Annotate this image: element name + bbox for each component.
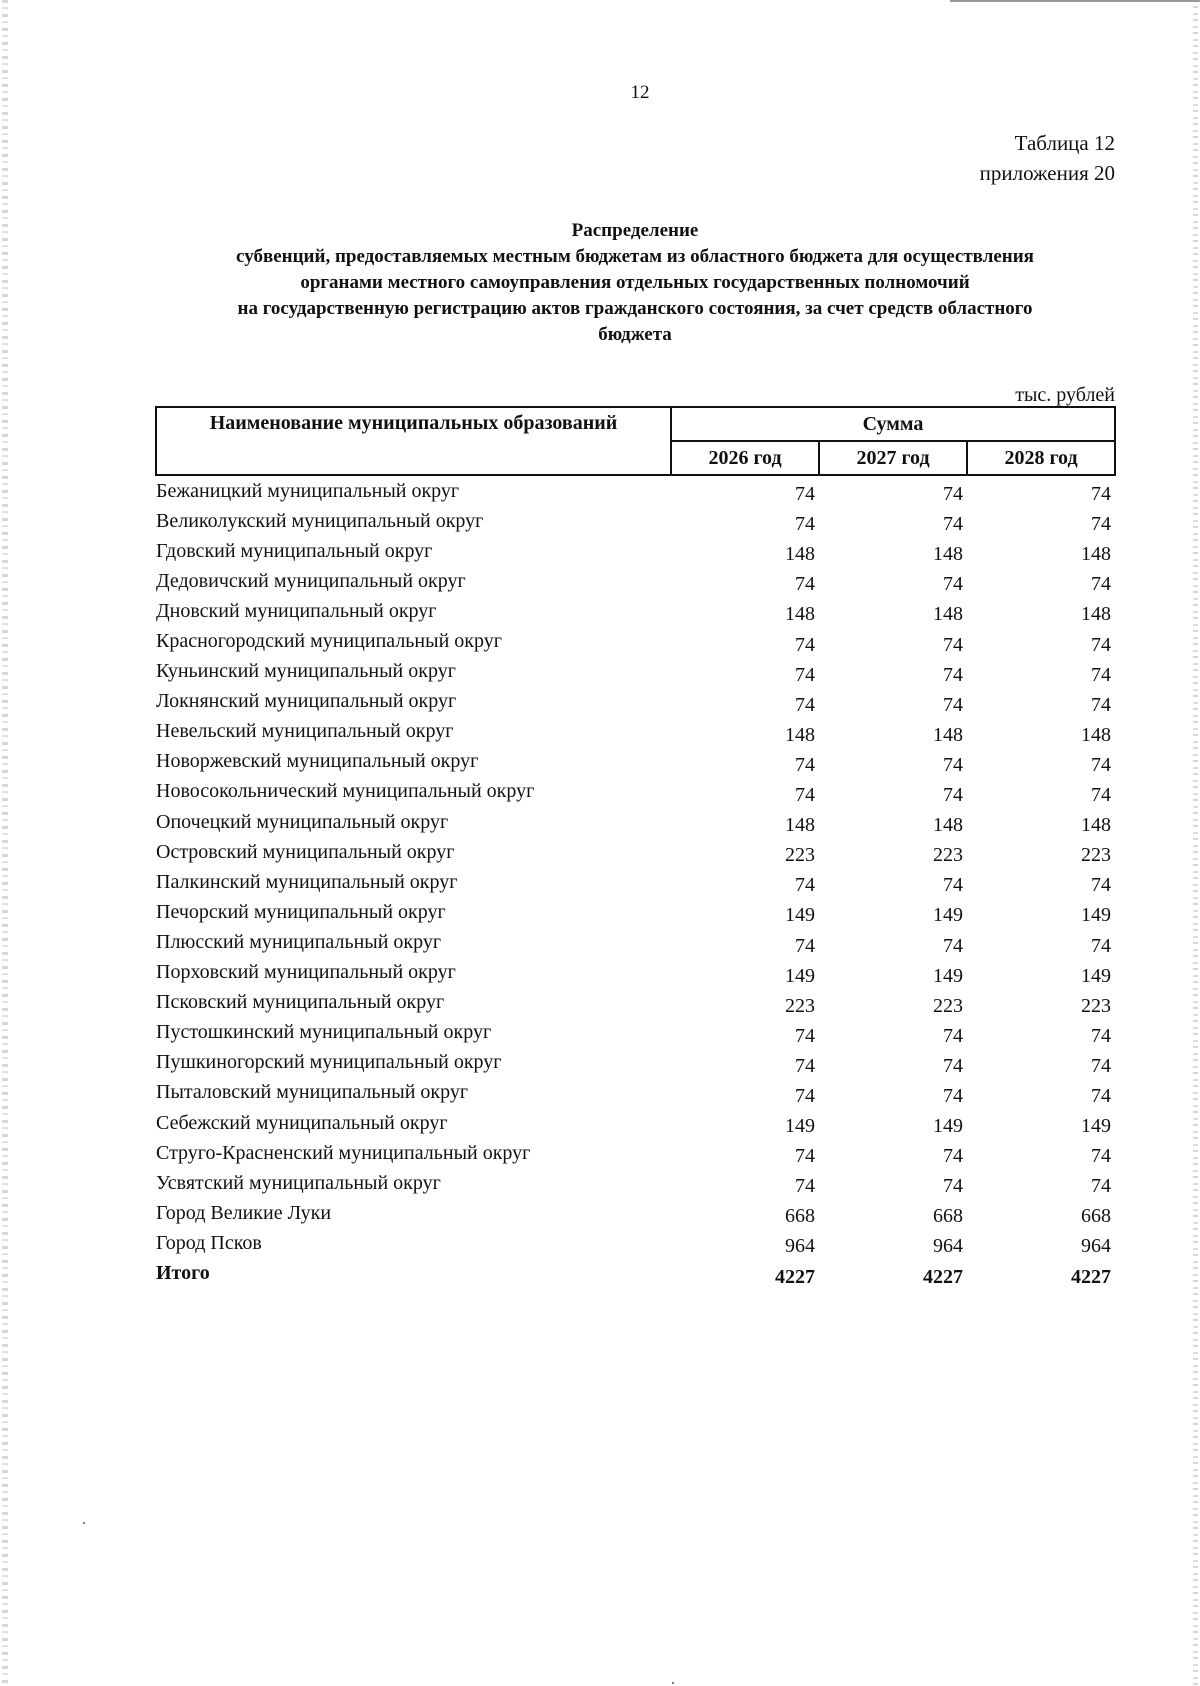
table-row [156,626,1115,656]
value-2028: 668 [1081,1205,1112,1228]
value-2027: 74 [943,663,963,686]
value-2026: 149 [785,964,815,987]
value-2028: 74 [1091,483,1112,506]
table-row [156,1048,1115,1078]
municipality-name: Псковский муниципальный округ [156,991,445,1014]
municipality-name: Дедовичский муниципальный округ [156,569,466,592]
municipality-name: Город Великие Луки [156,1201,332,1224]
value-2028: 74 [1091,1054,1112,1077]
value-2026: 223 [785,994,815,1017]
value-2026: 74 [795,633,815,656]
value-2026: 74 [795,693,815,716]
municipality-name: Пушкиногорский муниципальный округ [156,1051,502,1074]
value-2028: 148 [1081,543,1112,566]
value-2028: 223 [1081,994,1112,1017]
value-2027: 149 [933,904,963,927]
title-line4: на государственную регистрацию актов гражданского состояния, за счет средств областного [237,298,1033,319]
table-ref-line1: Таблица 12 [1014,131,1115,155]
total-value-2027: 4227 [923,1265,963,1288]
value-2027: 148 [933,814,963,837]
table-row [156,1138,1115,1168]
value-2027: 74 [943,1145,963,1168]
table-row [156,807,1115,837]
value-2027: 74 [943,784,963,807]
municipality-name: Красногородский муниципальный округ [156,630,502,653]
value-2028: 74 [1091,1145,1112,1168]
municipality-name: Куньинский муниципальный округ [156,660,456,683]
value-2028: 74 [1091,753,1112,776]
value-2027: 148 [933,723,963,746]
value-2026: 74 [795,874,815,897]
value-2027: 148 [933,603,963,626]
municipality-name: Великолукский муниципальный округ [156,509,484,532]
table-row [156,837,1115,867]
value-2026: 148 [785,814,815,837]
table-row [156,958,1115,988]
municipality-name: Опочецкий муниципальный округ [156,810,449,833]
page-number: 12 [630,82,650,103]
value-2026: 74 [795,934,815,957]
value-2026: 74 [795,1175,815,1198]
value-2028: 74 [1091,874,1112,897]
table-reference [980,128,1115,188]
table-row [156,897,1115,927]
header-name: Наименование муниципальных образований [156,407,671,475]
value-2027: 74 [943,633,963,656]
value-2026: 149 [785,1115,815,1138]
total-value-2028: 4227 [1071,1265,1112,1288]
municipality-name: Усвятский муниципальный округ [156,1171,441,1194]
municipality-name: Порховский муниципальный округ [156,961,456,984]
municipality-name: Город Псков [156,1231,262,1254]
value-2027: 74 [943,1175,963,1198]
municipality-name: Бежаницкий муниципальный округ [156,479,460,502]
title-line5: бюджета [598,324,672,345]
table-row [156,687,1115,717]
municipality-name: Дновский муниципальный округ [156,599,437,622]
municipality-name: Палкинский муниципальный округ [156,870,458,893]
value-2027: 149 [933,1115,963,1138]
municipality-name: Пустошкинский муниципальный округ [156,1021,492,1044]
value-2026: 148 [785,723,815,746]
value-2027: 149 [933,964,963,987]
header-row-1 [156,407,1115,441]
value-2028: 74 [1091,573,1112,596]
value-2028: 74 [1091,934,1112,957]
value-2027: 74 [943,1054,963,1077]
table-ref-line2: приложения 20 [979,161,1115,185]
value-2028: 74 [1091,1024,1112,1047]
value-2026: 74 [795,1145,815,1168]
value-2027: 223 [933,994,963,1017]
municipality-name: Струго-Красненский муниципальный округ [156,1141,531,1164]
value-2026: 74 [795,784,815,807]
value-2027: 74 [943,934,963,957]
value-2026: 223 [785,844,815,867]
table-row [156,536,1115,566]
value-2028: 149 [1081,964,1112,987]
value-2026: 74 [795,573,815,596]
header-year-2028: 2028 год [967,441,1115,475]
value-2028: 149 [1081,904,1112,927]
value-2027: 74 [943,573,963,596]
scan-edge-top [950,0,1200,2]
value-2027: 74 [943,1024,963,1047]
value-2028: 964 [1081,1235,1112,1258]
header-sum: Сумма [671,407,1115,441]
header-year-2027: 2027 год [819,441,967,475]
municipality-name: Новоржевский муниципальный округ [156,750,479,773]
table-row [156,927,1115,957]
value-2028: 148 [1081,723,1112,746]
table-row [156,566,1115,596]
table-row [156,988,1115,1018]
municipality-name: Печорский муниципальный округ [156,900,446,923]
value-2026: 74 [795,1054,815,1077]
table-row [156,747,1115,777]
value-2028: 74 [1091,784,1112,807]
title-line1: Распределение [571,220,699,241]
municipality-name: Невельский муниципальный округ [156,720,454,743]
total-value-2026: 4227 [775,1265,815,1288]
value-2028: 148 [1081,814,1112,837]
value-2028: 223 [1081,844,1112,867]
table-row [156,475,1115,506]
table-row [156,717,1115,747]
value-2027: 74 [943,513,963,536]
value-2027: 148 [933,543,963,566]
value-2028: 74 [1091,633,1112,656]
municipality-name: Себежский муниципальный округ [156,1111,448,1134]
table-row [156,1078,1115,1108]
total-row [156,1258,1115,1288]
municipality-name: Новосокольнический муниципальный округ [156,780,535,803]
value-2027: 74 [943,693,963,716]
value-2028: 74 [1091,1175,1112,1198]
table-row [156,867,1115,897]
table-row [156,1228,1115,1258]
value-2026: 964 [785,1235,815,1258]
distribution-table [155,406,1116,1289]
document-title [150,218,1120,348]
value-2028: 148 [1081,603,1112,626]
table-row [156,506,1115,536]
scan-speck [83,1522,85,1524]
value-2028: 74 [1091,1084,1112,1107]
municipality-name: Плюсский муниципальный округ [156,930,442,953]
header-year-2026: 2026 год [671,441,819,475]
table-row [156,1108,1115,1138]
value-2026: 668 [785,1205,815,1228]
value-2028: 149 [1081,1115,1112,1138]
value-2026: 74 [795,1024,815,1047]
value-2027: 74 [943,483,963,506]
value-2027: 223 [933,844,963,867]
value-2027: 74 [943,753,963,776]
scan-edge-right [1193,0,1198,1686]
value-2027: 668 [933,1205,963,1228]
total-label: Итого [156,1261,210,1284]
value-2026: 74 [795,663,815,686]
table-row [156,596,1115,626]
value-2028: 74 [1091,513,1112,536]
table-row [156,777,1115,807]
value-2026: 74 [795,1084,815,1107]
value-2027: 74 [943,874,963,897]
municipality-name: Гдовский муниципальный округ [156,539,433,562]
value-2026: 74 [795,483,815,506]
value-2026: 148 [785,603,815,626]
municipality-name: Островский муниципальный округ [156,840,455,863]
table-row [156,1018,1115,1048]
value-2027: 964 [933,1235,963,1258]
scan-speck [672,1682,674,1684]
table-row [156,1198,1115,1228]
table-row [156,657,1115,687]
municipality-name: Пыталовский муниципальный округ [156,1081,469,1104]
value-2026: 148 [785,543,815,566]
table-body [156,475,1115,1289]
value-2028: 74 [1091,693,1112,716]
units-label: тыс. рублей [1015,384,1115,406]
value-2027: 74 [943,1084,963,1107]
title-line2: субвенций, предоставляемых местным бюджетам из областного бюджета для осуществления [236,246,1034,267]
table-row [156,1168,1115,1198]
municipality-name: Локнянский муниципальный округ [156,690,457,713]
scan-edge-left [2,0,8,1686]
value-2026: 74 [795,753,815,776]
value-2026: 74 [795,513,815,536]
title-line3: органами местного самоуправления отдельных государственных полномочий [300,272,970,293]
value-2028: 74 [1091,663,1112,686]
value-2026: 149 [785,904,815,927]
